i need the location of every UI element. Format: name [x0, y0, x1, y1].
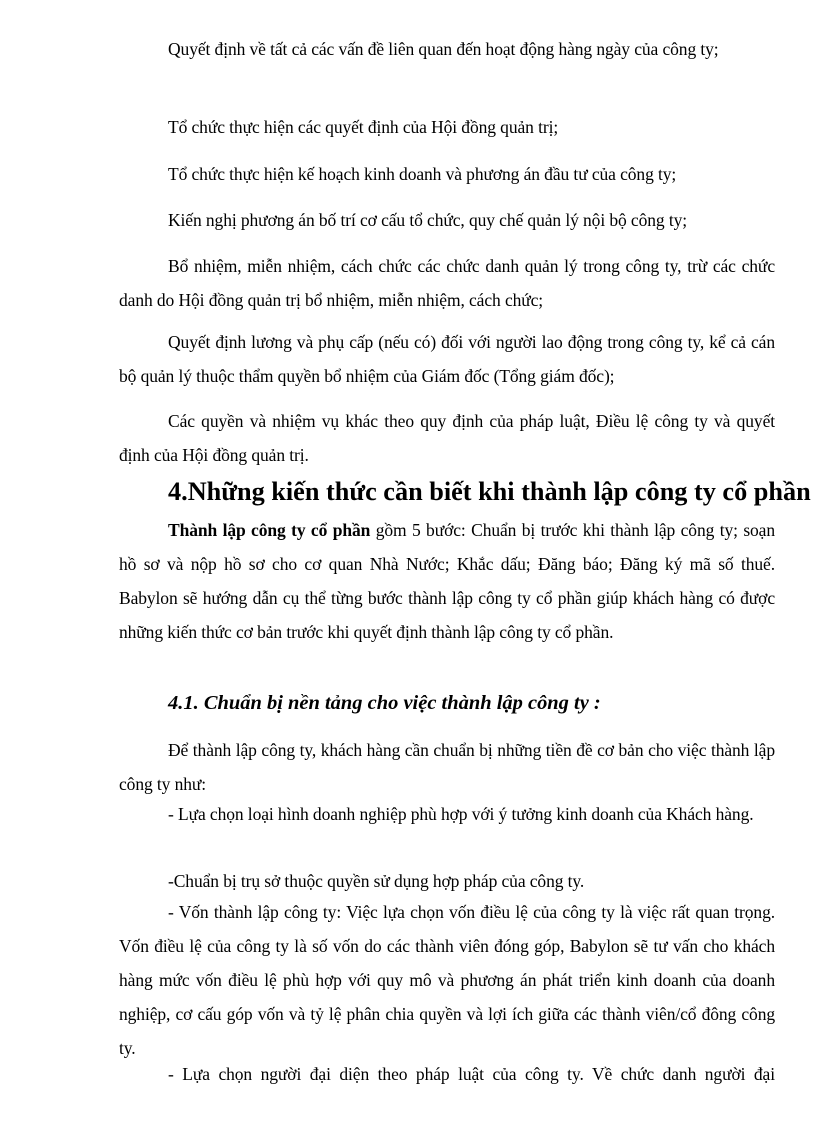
section-4-heading: 4.Những kiến thức cần biết khi thành lập công ty cổ phần	[168, 477, 811, 506]
section-4-intro-text: gồm 5 bước: Chuẩn bị trước khi thành lập công ty; soạn hồ sơ và nộp hồ sơ cho cơ quan Nhà Nước; Khắc dấu; Đăng báo; Đăng ký mã số thuế. Babylon sẽ hướng dẫn cụ thể từng bước thành lập công ty cổ phần giúp khách hàng có được những kiến thức cơ bản trước khi quyết định thành lập công ty cổ phần.	[119, 520, 775, 642]
paragraph-appointments: Bổ nhiệm, miễn nhiệm, cách chức các chức danh quản lý trong công ty, trừ các chức danh do Hội đồng quản trị bổ nhiệm, miễn nhiệm, cách chức;	[119, 256, 775, 310]
section-4-intro-bold: Thành lập công ty cổ phần	[168, 520, 371, 540]
paragraph-other-rights: Các quyền và nhiệm vụ khác theo quy định của pháp luật, Điều lệ công ty và quyết định của Hội đồng quản trị.	[119, 411, 775, 465]
paragraph-implement-board-decisions: Tổ chức thực hiện các quyết định của Hội đồng quản trị;	[168, 117, 559, 137]
paragraph-propose-structure: Kiến nghị phương án bố trí cơ cấu tổ chức, quy chế quản lý nội bộ công ty;	[168, 210, 687, 230]
paragraph-salary: Quyết định lương và phụ cấp (nếu có) đối với người lao động trong công ty, kể cả cán bộ quản lý thuộc thẩm quyền bổ nhiệm của Giám đốc (Tổng giám đốc);	[119, 332, 775, 386]
paragraph-daily-decisions: Quyết định về tất cả các vấn đề liên quan đến hoạt động hàng ngày của công ty;	[168, 39, 719, 59]
list-item-legal-representative: - Lựa chọn người đại diện theo pháp luật của công ty. Về chức danh người đại	[168, 1064, 775, 1084]
list-item-business-type: - Lựa chọn loại hình doanh nghiệp phù hợp với ý tưởng kinh doanh của Khách hàng.	[168, 804, 754, 824]
list-item-headquarters: -Chuẩn bị trụ sở thuộc quyền sử dụng hợp pháp của công ty.	[168, 871, 585, 891]
section-4-1-heading: 4.1. Chuẩn bị nền tảng cho việc thành lập công ty :	[168, 692, 601, 714]
paragraph-implement-business-plan: Tổ chức thực hiện kế hoạch kinh doanh và phương án đầu tư của công ty;	[168, 164, 677, 184]
section-4-intro	[119, 513, 775, 649]
list-item-capital: - Vốn thành lập công ty: Việc lựa chọn vốn điều lệ của công ty là việc rất quan trọng. Vốn điều lệ của công ty là số vốn do các thành viên đóng góp, Babylon sẽ tư vấn cho khách hàng mức vốn điều lệ phù hợp với quy mô và phương án phát triển kinh doanh của doanh nghiệp, cơ cấu góp vốn và tỷ lệ phân chia quyền và lợi ích giữa các thành viên/cổ đông công ty.	[119, 902, 775, 1058]
section-4-1-intro: Để thành lập công ty, khách hàng cần chuẩn bị những tiền đề cơ bản cho việc thành lập công ty như:	[119, 740, 775, 794]
